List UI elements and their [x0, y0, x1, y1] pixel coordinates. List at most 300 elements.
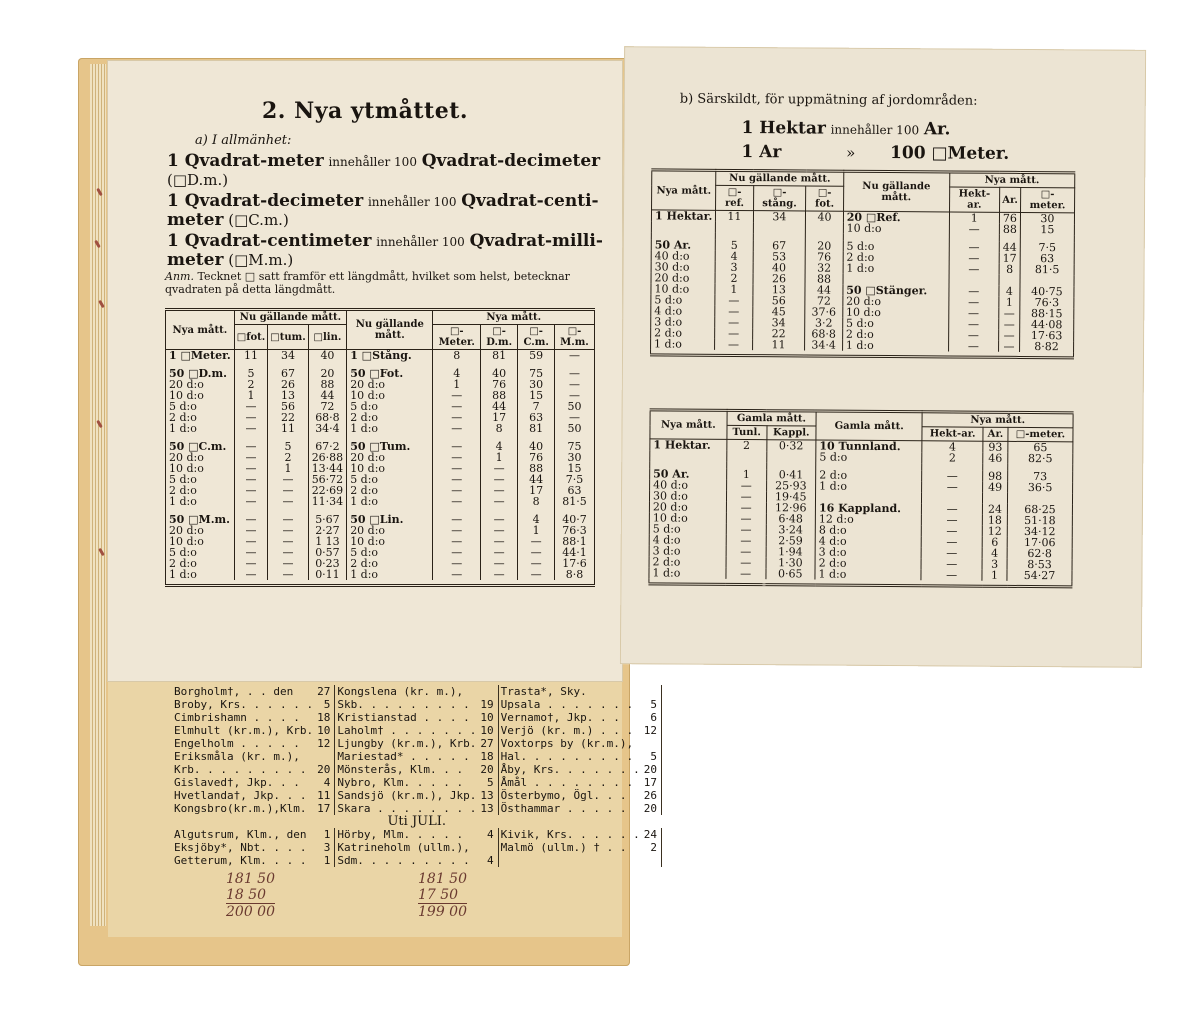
col-meter: □-meter. — [1020, 187, 1074, 212]
list-day: 20 — [642, 763, 662, 776]
col-group-nya: Nya mått. — [949, 172, 1075, 188]
list-day — [478, 841, 498, 854]
list-day: 1 — [315, 854, 335, 867]
list-day: 10 — [478, 724, 498, 737]
table-cell: — — [268, 474, 308, 485]
col-group-gamla: Gamla mått. — [727, 410, 816, 426]
table-cell: 1 □Stång. — [347, 350, 433, 362]
table-cell: — — [234, 401, 268, 412]
list-day: 24 — [642, 828, 662, 841]
table-cell: 10 d:o — [347, 390, 433, 401]
section-a-heading: a) I allmänhet: — [195, 133, 292, 148]
table-cell: — — [481, 463, 518, 474]
table-cell: 8·82 — [1020, 341, 1074, 352]
col-meter: □-Meter. — [433, 325, 481, 350]
table-cell: 11 — [716, 210, 753, 222]
table-cell: 15 — [554, 463, 594, 474]
table-cell: 45 — [752, 306, 805, 317]
table-cell: — — [234, 412, 268, 423]
table-cell: 0·11 — [308, 569, 347, 580]
table-cell: 20 d:o — [843, 296, 949, 308]
list-place: Algutsrum, Klm., den — [174, 828, 307, 841]
table-cell: — — [234, 547, 268, 558]
definition-ar: 1 Ar » 100 □Meter. — [741, 142, 1010, 164]
table-cell: 3 — [715, 262, 752, 273]
table-cell: — — [726, 513, 766, 524]
table-cell: 11 — [268, 423, 308, 434]
table-cell: 1 d:o — [166, 569, 235, 580]
table-cell: — — [518, 558, 555, 569]
table-cell: 20 d:o — [347, 452, 433, 463]
table-cell: 44 — [308, 390, 347, 401]
table-cell: 44·1 — [554, 547, 594, 558]
list-place: Sandsjö (kr.m.), Jkp. — [337, 789, 477, 802]
table-cell: — — [481, 485, 518, 496]
list-day: 20 — [642, 802, 662, 815]
table-cell: 10 d:o — [843, 223, 949, 235]
table-cell: 1 d:o — [843, 263, 949, 275]
table-cell: 2 d:o — [347, 485, 433, 496]
table-cell: 1 — [982, 570, 1007, 581]
list-day: 10 — [478, 711, 498, 724]
table-cell: 4 d:o — [651, 305, 715, 316]
table-cell: 5 d:o — [816, 452, 922, 464]
definition-hektar: 1 Hektar innehåller 100 Ar. — [741, 118, 951, 140]
table-cell: — — [433, 401, 481, 412]
table-cell: 6 — [982, 537, 1007, 548]
table-cell: 10 d:o — [651, 283, 715, 294]
table-cell: 50 □Tum. — [347, 441, 433, 452]
table-cell: 12 d:o — [815, 514, 921, 526]
list-day: 1 — [315, 828, 335, 841]
table-cell: — — [433, 441, 481, 452]
table-cell: 88 — [999, 224, 1020, 235]
table-cell: 1 d:o — [842, 340, 948, 352]
list-row — [172, 841, 661, 854]
table-cell: — — [268, 547, 308, 558]
table-cell: 13·44 — [308, 463, 347, 474]
col-tum: □tum. — [268, 325, 308, 350]
table-cell: 11 — [234, 350, 268, 362]
list-place: Voxtorps by (kr.m.), — [500, 737, 634, 750]
table-cell: 8 — [433, 350, 481, 362]
table-cell: 1 Hektar. — [650, 439, 727, 451]
table-cell: — — [234, 569, 268, 580]
table-cell: — — [949, 241, 999, 252]
list-place: Vernamo†, Jkp. . . — [500, 711, 620, 724]
list-place: Borgholm†, . . den — [174, 685, 294, 698]
table-cell: — — [949, 252, 999, 263]
table-cell: 20 d:o — [166, 379, 235, 390]
table-cell: 8 — [999, 264, 1020, 275]
table-cell: — — [268, 485, 308, 496]
list-row — [172, 854, 661, 867]
table-cell: — — [433, 452, 481, 463]
table-cell: 75 — [554, 441, 594, 452]
table-cell: 4 — [481, 441, 518, 452]
table-cell: — — [948, 329, 998, 340]
table-cell: — — [268, 558, 308, 569]
list-day — [642, 854, 662, 867]
table-cell: — — [726, 568, 766, 579]
table-cell: — — [726, 491, 766, 502]
table-cell: 1 — [726, 469, 766, 480]
table-cell: 44 — [481, 401, 518, 412]
list-day: 26 — [642, 789, 662, 802]
col-dm: □-D.m. — [481, 325, 518, 350]
table-cell: — — [726, 546, 766, 557]
table-cell: — — [481, 547, 518, 558]
table-cell: — — [518, 569, 555, 580]
table-cell: 49 — [983, 482, 1008, 493]
table-cell: 2 d:o — [651, 327, 715, 338]
col-nya-matt: Nya mått. — [652, 170, 717, 210]
list-day: 4 — [478, 828, 498, 841]
table-cell: — — [234, 514, 268, 525]
table-cell: 63 — [554, 485, 594, 496]
table-cell: 44 — [805, 284, 843, 295]
table-cell: — — [234, 496, 268, 507]
table-cell: 76 — [518, 452, 555, 463]
table-cell: 56 — [268, 401, 308, 412]
table-cell: 2 d:o — [816, 470, 922, 482]
table-cell: 1 Hektar. — [651, 210, 715, 222]
list-place: Skara . . . . . . . . — [337, 802, 477, 815]
table-cell: 93 — [983, 441, 1008, 453]
table-cell: 22·69 — [308, 485, 347, 496]
table-cell: 22 — [268, 412, 308, 423]
table-cell: 2 d:o — [166, 412, 235, 423]
table-cell: — — [554, 379, 594, 390]
table-cell: 5 d:o — [842, 318, 948, 330]
table-cell: 12 — [982, 526, 1007, 537]
table-cell: 5 d:o — [649, 523, 726, 535]
table-cell: 2·59 — [766, 535, 816, 546]
table-cell — [650, 450, 727, 462]
table-cell: 88 — [805, 273, 843, 284]
table-cell: 67 — [268, 368, 308, 379]
table-cell: 50 □Stänger. — [843, 285, 949, 297]
table-cell: 76·3 — [1020, 297, 1074, 308]
table-cell: — — [726, 535, 766, 546]
list-place: Hörby, Mlm. . . . . — [337, 828, 464, 841]
list-place: Ljungby (kr.m.), Krb. — [337, 737, 477, 750]
table-cell: 1 d:o — [166, 423, 235, 434]
table-cell: — — [433, 474, 481, 485]
table-cell: 10 d:o — [843, 307, 949, 319]
table-cell: 34·12 — [1007, 526, 1072, 537]
table-cell: 44 — [999, 242, 1020, 253]
table-cell: 17·6 — [554, 558, 594, 569]
month-heading: Uti JULI. — [387, 814, 447, 829]
table-cell: 56 — [752, 295, 805, 306]
table-cell: 56·72 — [308, 474, 347, 485]
table-cell: 2 — [715, 273, 752, 284]
table-cell: — — [433, 463, 481, 474]
col-lin: □lin. — [308, 325, 347, 350]
table-cell: 11·34 — [308, 496, 347, 507]
list-row — [172, 750, 661, 763]
table-cell: 4 — [518, 514, 555, 525]
table-cell: 7 — [518, 401, 555, 412]
table-row — [166, 390, 595, 401]
list-place: Malmö (ullm.) † . . — [500, 841, 627, 854]
table-cell: 15 — [518, 390, 555, 401]
table-cell: 2 d:o — [843, 252, 949, 264]
table-cell: — — [715, 306, 752, 317]
table-cell: 36·5 — [1008, 482, 1073, 493]
right-page — [620, 46, 1146, 668]
table-cell: 20 d:o — [649, 501, 726, 513]
table-cell: — — [268, 496, 308, 507]
table-cell: — — [433, 423, 481, 434]
table-cell: 1 — [433, 379, 481, 390]
table-cell: — — [234, 558, 268, 569]
table-cell: 5 d:o — [347, 474, 433, 485]
table-cell: 37·6 — [805, 306, 843, 317]
table-cell: 15 — [1020, 224, 1074, 235]
table-cell: — — [481, 514, 518, 525]
table-cell: — — [433, 547, 481, 558]
table-cell: 12·96 — [766, 502, 816, 513]
table-cell: — — [922, 536, 983, 547]
table-cell: — — [999, 319, 1020, 330]
table-cell: 2 — [234, 379, 268, 390]
table-cell: 4 — [433, 368, 481, 379]
table-cell: 1·30 — [766, 557, 816, 568]
left-page — [107, 60, 623, 682]
table-cell: 3 d:o — [651, 316, 715, 327]
table-cell: — — [715, 295, 752, 306]
table-cell — [651, 221, 715, 232]
list-place: Getterum, Klm. . . . — [174, 854, 307, 867]
table-cell: 8 — [481, 423, 518, 434]
table-cell: — — [234, 463, 268, 474]
table-cell: — — [268, 569, 308, 580]
table-cell: 4 d:o — [649, 534, 726, 546]
list-row — [172, 698, 661, 711]
table-cell: 40 d:o — [651, 250, 715, 261]
table-cell: — — [999, 308, 1020, 319]
list-row — [172, 711, 661, 724]
table-cell: 1 — [481, 452, 518, 463]
table-cell: 1 d:o — [166, 496, 235, 507]
table-cell: 88 — [481, 390, 518, 401]
table-cell: — — [234, 441, 268, 452]
table-cell: 50 □Lin. — [347, 514, 433, 525]
list-day: 13 — [478, 789, 498, 802]
list-day: 12 — [642, 724, 662, 737]
table-cell: 17 — [481, 412, 518, 423]
table-cell: 1 — [268, 463, 308, 474]
list-place: Hvetlanda†, Jkp. . . — [174, 789, 307, 802]
table-cell: 8 — [518, 496, 555, 507]
table-cell: — — [949, 223, 999, 234]
list-place: Verjö (kr. m.) . . . — [500, 724, 634, 737]
list-day: 18 — [315, 711, 335, 724]
table-cell: 0·57 — [308, 547, 347, 558]
table-cell: 0·32 — [766, 440, 816, 452]
col-mm: □-M.m. — [554, 325, 594, 350]
col-cm: □-C.m. — [518, 325, 555, 350]
table-cell: — — [949, 263, 999, 274]
table-cell: 0·65 — [766, 568, 816, 579]
table-cell: 2 d:o — [842, 329, 948, 341]
table-cell: — — [999, 341, 1020, 352]
list-row — [172, 685, 661, 698]
table-cell: 7·5 — [1020, 242, 1074, 253]
table-cell: — — [726, 502, 766, 513]
col-nu-gallande: Nu gällande mått. — [347, 310, 433, 350]
table-cell: 3 d:o — [815, 547, 921, 559]
table-cell: 72 — [805, 295, 843, 306]
list-place: Krb. . . . . . . . . — [174, 763, 307, 776]
table-cell: — — [433, 496, 481, 507]
table-cell: 68·8 — [308, 412, 347, 423]
table-cell: 3·2 — [805, 317, 843, 328]
list-day: 12 — [315, 737, 335, 750]
list-day: 20 — [478, 763, 498, 776]
table-cell: 68·8 — [805, 328, 843, 339]
list-day — [478, 685, 498, 698]
list-place: Upsala . . . . . . . — [500, 698, 634, 711]
list-day: 20 — [315, 763, 335, 776]
list-place: Eksjöby*, Nbt. . . . — [174, 841, 307, 854]
table-cell: 88·1 — [554, 536, 594, 547]
table-cell: — — [922, 481, 983, 492]
table-cell: 30 d:o — [649, 490, 726, 502]
table-row — [166, 350, 595, 362]
col-group-nya: Nya mått. — [433, 310, 595, 325]
list-place: Eriksmåla (kr. m.), — [174, 750, 300, 763]
list-place: Elmhult (kr.m.), Krb. — [174, 724, 314, 737]
table-cell: 75 — [518, 368, 555, 379]
page-title: 2. Nya ytmåttet. — [261, 98, 469, 124]
list-day — [642, 685, 662, 698]
table-cell: 50 — [554, 423, 594, 434]
table-cell: 1 — [518, 525, 555, 536]
table-cell: — — [481, 496, 518, 507]
table-cell: — — [433, 569, 481, 580]
table-cell: — — [481, 525, 518, 536]
table-cell: 5 d:o — [651, 294, 715, 305]
table-cell: 10 Tunnland. — [816, 440, 922, 452]
list-place: Östhammar . . . . . — [500, 802, 627, 815]
table-cell — [727, 451, 767, 462]
table-cell: — — [234, 474, 268, 485]
table-cell: — — [433, 390, 481, 401]
table-cell: 2 — [727, 439, 767, 451]
table-cell: 4 — [982, 548, 1007, 559]
table-row — [166, 423, 595, 434]
table-cell: — — [481, 558, 518, 569]
table-cell: — — [922, 503, 983, 514]
col-gamla-matt: Gamla mått. — [816, 411, 922, 441]
table-cell: 2 — [922, 452, 983, 463]
table-cell: 26 — [753, 273, 806, 284]
list-place: Mariestad* . . . . . — [337, 750, 470, 763]
table-cell: 2 d:o — [649, 556, 726, 568]
col-meter: □-meter. — [1008, 427, 1073, 441]
col-nya-matt: Nya mått. — [650, 410, 727, 440]
table-cell: — — [922, 525, 983, 536]
list-day: 5 — [642, 698, 662, 711]
table-cell: 4 — [715, 251, 752, 262]
table-cell: 67 — [753, 240, 806, 251]
list-row — [172, 724, 661, 737]
table-cell: 1 — [999, 297, 1020, 308]
table-cell: 59 — [518, 350, 555, 362]
table-cell: 5 — [268, 441, 308, 452]
table-cell: 82·5 — [1008, 453, 1073, 464]
table-cell: 11 — [752, 339, 805, 350]
table-cell: 50 Ar. — [650, 468, 727, 480]
table-cell: 67·2 — [308, 441, 347, 452]
table-cell: 2 d:o — [815, 558, 921, 570]
list-place: Broby, Krs. . . . . . — [174, 698, 314, 711]
table-cell: 2 d:o — [347, 412, 433, 423]
col-fot: □fot. — [234, 325, 268, 350]
table-cell: — — [433, 514, 481, 525]
table-cell: 88·15 — [1020, 308, 1074, 319]
table-cell: 1 — [715, 284, 752, 295]
annotation-note: Anm. Tecknet □ satt framför ett längdmått, hvilket som helst, betecknar qvadraten på detta längdmått. — [165, 270, 570, 296]
table-cell: 76 — [805, 251, 843, 262]
table-cell: — — [554, 412, 594, 423]
table-cell: — — [433, 558, 481, 569]
table-cell: 40 — [481, 368, 518, 379]
table-cell: — — [268, 525, 308, 536]
table-cell: 88 — [518, 463, 555, 474]
table-cell: 0·41 — [766, 469, 816, 480]
table-cell: 72 — [308, 401, 347, 412]
table-cell: 13 — [268, 390, 308, 401]
table-cell: 63 — [518, 412, 555, 423]
table-cell: 13 — [753, 284, 806, 295]
table-cell: 81 — [481, 350, 518, 362]
col-stang: □-stång. — [753, 186, 806, 211]
list-day: 4 — [315, 776, 335, 789]
col-tunl: Tunl. — [727, 425, 767, 439]
table-cell: — — [234, 423, 268, 434]
table-cell: 17 — [999, 253, 1020, 264]
table-cell: 10 d:o — [347, 463, 433, 474]
table-cell: 5 d:o — [166, 401, 235, 412]
table-cell: 50 □C.m. — [166, 441, 235, 452]
list-place: Sdm. . . . . . . . . — [337, 854, 470, 867]
list-day: 17 — [315, 802, 335, 815]
table-cell: 1 d:o — [651, 338, 715, 349]
list-day — [315, 750, 335, 763]
table-cell: 34 — [752, 317, 805, 328]
table-cell: — — [921, 558, 982, 569]
table-cell: 20 d:o — [347, 525, 433, 536]
table-cell: 50 Ar. — [651, 239, 715, 250]
list-day: 5 — [315, 698, 335, 711]
table-cell: — — [481, 569, 518, 580]
table-cell: 20 d:o — [651, 272, 715, 283]
table-cell: — — [554, 350, 594, 362]
list-place: Kivik, Krs. . . . . . — [500, 828, 640, 841]
table-cell — [716, 222, 753, 233]
table-cell: — — [715, 328, 752, 339]
table-cell: — — [948, 285, 998, 296]
table-cell: — — [922, 470, 983, 481]
tunnland-conversion-table — [648, 408, 1073, 588]
table-cell: 30 — [518, 379, 555, 390]
list-day — [642, 737, 662, 750]
table-cell: 20 d:o — [347, 379, 433, 390]
